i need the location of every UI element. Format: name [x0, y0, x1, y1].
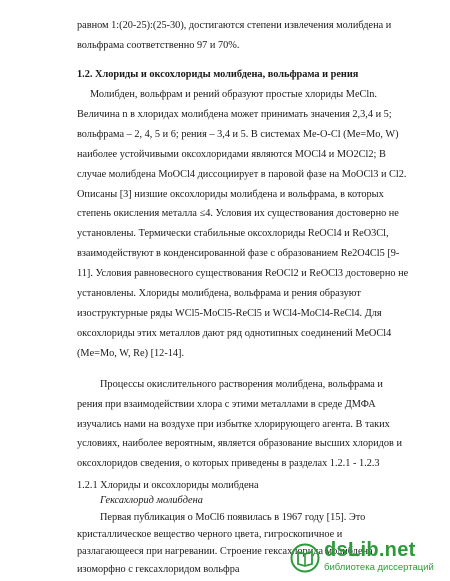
text-line: оксохлоридов сведения, о которых приведены в разделах 1.2.1 - 1.2.3: [77, 458, 380, 470]
text-line: изучались нами на воздухе при избытке хлорирующего агента. В таких: [77, 418, 390, 430]
watermark-subtitle: библиотека диссертаций: [324, 562, 434, 573]
text-line: условиях, наиболее вероятным, является образование высших хлоридов и: [77, 438, 402, 450]
text-line: изоструктурные ряды WCl5-MoCl5-ReCl5 и WCl4-MoCl4-ReCl4. Для: [77, 307, 382, 319]
text-line: Молибден, вольфрам и рений образуют простые хлориды MeCln.: [90, 89, 377, 101]
text-line: степень окисления металла ≤4. Условия их существования достоверно не: [77, 208, 399, 220]
dslib-logo-icon: [290, 543, 320, 573]
text-line: вольфрама соответственно 97 и 70%.: [77, 39, 240, 51]
text-line: установлены. Хлориды молибдена, вольфрама и рения образуют: [77, 287, 361, 299]
text-line: наиболее устойчивыми оксохлоридами являются MOCl4 и MO2Cl2; В: [77, 148, 386, 160]
text-line: рения при взаимодействии хлора с этими металлами в среде ДМФА: [77, 398, 376, 410]
text-line: Описаны [3] низшие оксохлориды молибдена и вольфрама, в которых: [77, 188, 384, 200]
text-line: кристаллическое вещество черного цвета, гигроскопичное и: [77, 529, 343, 541]
watermark: [290, 537, 440, 577]
subsection-title: Гексахлорид молибдена: [100, 495, 203, 507]
text-line: взаимодействуют в конденсированной фазе с образованием Re2O4Cl5 [9-: [77, 248, 400, 260]
watermark-brand: dsLib.net: [324, 539, 416, 561]
text-line: (Me=Mo, W, Re) [12-14].: [77, 347, 185, 359]
text-line: установлены. Термически стабильные оксохлориды ReOCl4 и ReO3Cl,: [77, 228, 389, 240]
text-line: Процессы окислительного растворения молибдена, вольфрама и: [100, 378, 383, 390]
text-line: случае молибдена MoOCl4 диссоциирует в паровой фазе на MoOCl3 и Cl2.: [77, 168, 407, 180]
text-line: Величина n в хлоридах молибдена может принимать значения 2,3,4 и 5;: [77, 108, 392, 120]
text-line: 11]. Условия равновесного существования ReOCl2 и ReOCl3 достоверно не: [77, 268, 409, 279]
text-line: оксохлориды этих металлов дают ряд однотипных соединений MeOCl4: [77, 327, 392, 339]
text-line: равном 1:(20-25):(25-30), достигаются степени извлечения молибдена и: [77, 19, 392, 31]
text-line: разлагающееся при нагревании. Строение гексахлорида молибдена: [77, 546, 373, 558]
text-line: Первая публикация о MoCl6 появилась в 1967 году [15]. Это: [100, 511, 366, 523]
subsection-heading: 1.2.1 Хлориды и оксохлориды молибдена: [77, 479, 259, 491]
text-line: изоморфно с гексахлоридом вольфра: [77, 563, 240, 575]
section-heading: 1.2. Хлориды и оксохлориды молибдена, вольфрама и рения: [77, 69, 359, 81]
text-line: вольфрама – 2, 4, 5 и 6; рения – 3,4 и 5. В системах Me-O-Cl (Me=Mo, W): [77, 128, 399, 140]
